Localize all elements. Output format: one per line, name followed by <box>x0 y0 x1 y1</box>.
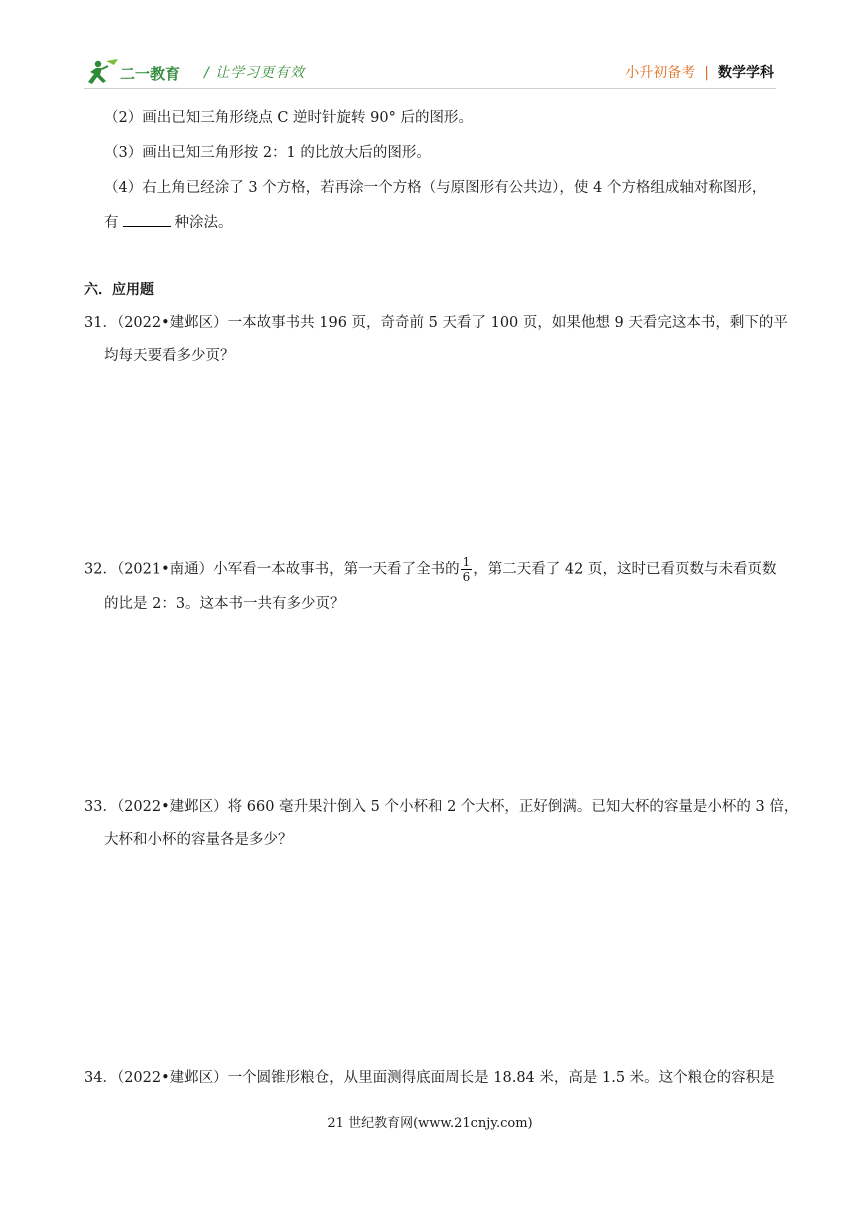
page-footer: 21 世纪教育网(www.21cnjy.com) <box>327 1116 533 1131</box>
q32-line1 <box>84 555 776 584</box>
fraction <box>461 555 473 584</box>
header-right <box>625 62 774 82</box>
q33-line1: 33．（2022•建邺区）将 660 毫升果汁倒入 5 个小杯和 2 个大杯，正好倒满。已知大杯的容量是小杯的 3 倍， <box>84 799 799 815</box>
page-header <box>0 0 860 100</box>
q32-post: ，第二天看了 42 页，这时已看页数与未看页数 <box>473 561 777 578</box>
q30-part4-post: 种涂法。 <box>174 215 233 231</box>
subject-label: 数学学科 <box>718 65 774 81</box>
section-title: 六．应用题 <box>84 282 154 298</box>
q31-line2: 均每天要看多少页？ <box>104 348 235 364</box>
q32-line2: 的比是 2：3。这本书一共有多少页？ <box>104 596 345 612</box>
q31-line1: 31．（2022•建邺区）一本故事书共 196 页，奇奇前 5 天看了 100 页，如果他想 9 天看完这本书，剩下的平 <box>84 315 788 331</box>
answer-blank[interactable] <box>123 212 171 227</box>
fraction-numerator: 1 <box>462 555 471 569</box>
header-rule <box>84 88 776 89</box>
header-divider: | <box>704 65 709 81</box>
q30-part4-line2 <box>104 212 233 233</box>
q30-part4-pre: 有 <box>104 215 119 231</box>
q32-pre: 32．（2021•南通）小军看一本故事书，第一天看了全书的 <box>84 561 460 578</box>
q30-part2: （2）画出已知三角形绕点 C 逆时针旋转 90° 后的图形。 <box>104 110 473 126</box>
q34-line1: 34．（2022•建邺区）一个圆锥形粮仓，从里面测得底面周长是 18.84 米，高是 1.5 米。这个粮仓的容积是 <box>84 1070 775 1086</box>
logo-icon <box>84 57 196 89</box>
slogan: / 让学习更有效 <box>204 65 306 81</box>
q30-part3: （3）画出已知三角形按 2：1 的比放大后的图形。 <box>104 145 431 161</box>
q33-line2: 大杯和小杯的容量各是多少？ <box>104 832 293 848</box>
fraction-denominator: 6 <box>462 570 471 584</box>
q30-part4-line1: （4）右上角已经涂了 3 个方格，若再涂一个方格（与原图形有公共边），使 4 个方格组成轴对称图形， <box>104 180 767 196</box>
svg-text:二一教育: 二一教育 <box>120 65 181 83</box>
exam-label: 小升初备考 <box>625 65 696 81</box>
